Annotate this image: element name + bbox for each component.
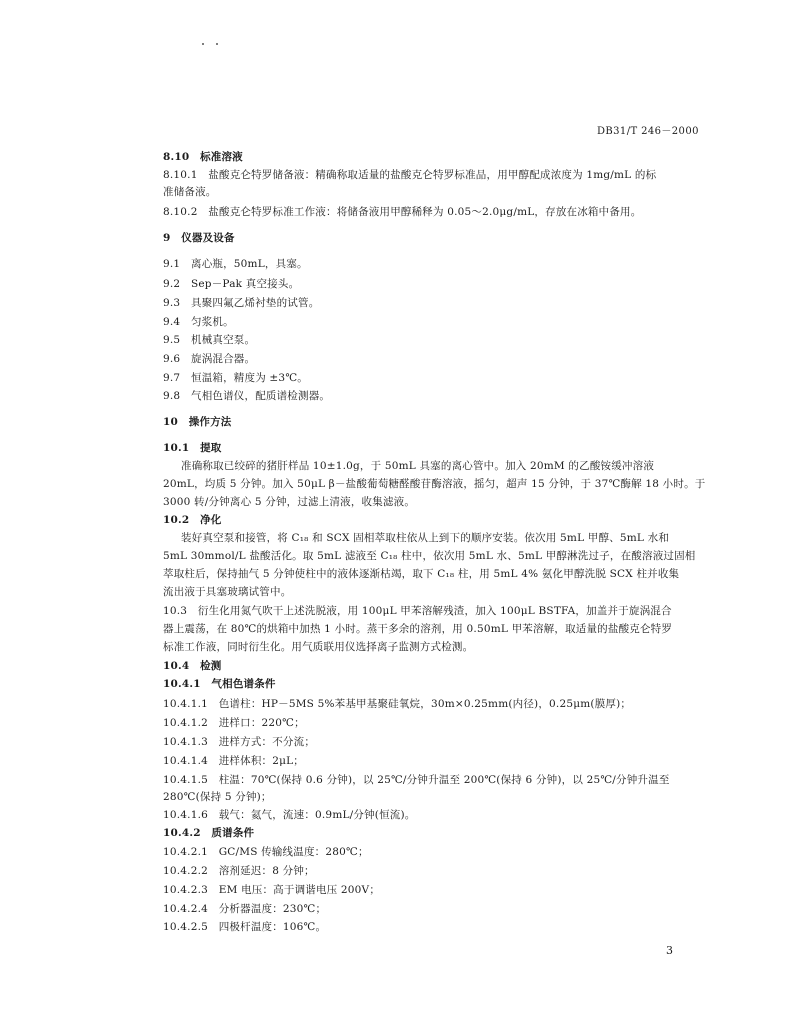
scan-speck (202, 43, 204, 45)
text-line: 装好真空泵和接管，将 C₁₈ 和 SCX 固相萃取柱依从上到下的顺序安装。依次用 5mL 甲醇、5mL 水和 (181, 532, 670, 544)
scan-speck (216, 43, 218, 45)
text-line: 3000 转/分钟离心 5 分钟，过滤上清液，收集滤液。 (163, 496, 416, 508)
text-line: 9.4 匀浆机。 (163, 316, 234, 328)
text-line: 20mL，均质 5 分钟。加入 50μL β－盐酸葡萄糖醛酸苷酶溶液，摇匀，超声 15 分钟，于 37℃酶解 18 小时。于 (163, 478, 706, 490)
text-line: 10.4.2.2 溶剂延迟：8 分钟； (163, 865, 315, 877)
text-line: 标准工作液，同时衍生化。用气质联用仪选择离子监测方式检测。 (163, 641, 474, 653)
section-heading: 9 仪器及设备 (163, 232, 235, 244)
text-line: 器上震荡，在 80℃的烘箱中加热 1 小时。蒸干多余的溶剂，用 0.50mL 甲苯溶解，取适量的盐酸克仑特罗 (163, 623, 673, 635)
text-line: 9.6 旋涡混合器。 (163, 353, 256, 365)
standard-code: DB31/T 246－2000 (597, 126, 699, 137)
text-line: 8.10.2 盐酸克仑特罗标准工作液：将储备液用甲醇稀释为 0.05～2.0μg/mL，存放在冰箱中备用。 (163, 206, 642, 218)
text-line: 9.3 具聚四氟乙烯衬垫的试管。 (163, 297, 320, 309)
text-line: 9.8 气相色谱仪，配质谱检测器。 (163, 390, 331, 402)
text-line: 10.4.1.3 进样方式：不分流； (163, 736, 316, 748)
text-line: 9.7 恒温箱，精度为 ±3℃。 (163, 372, 308, 384)
text-line: 10.4.1.5 柱温：70℃(保持 0.6 分钟)，以 25℃/分钟升温至 200℃(保持 6 分钟)，以 25℃/分钟升温至 (163, 774, 670, 786)
text-line: 10.4.1.6 载气：氦气，流速：0.9mL/分钟(恒流)。 (163, 809, 416, 821)
text-line: 9.5 机械真空泵。 (163, 334, 256, 346)
text-line: 10.4.1.2 进样口：220℃； (163, 717, 305, 729)
section-heading: 10 操作方法 (163, 416, 232, 428)
text-line: 准储备液。 (163, 186, 217, 198)
text-line: 9.2 Sep－Pak 真空接头。 (163, 278, 300, 290)
text-line: 10.4.2.4 分析器温度：230℃； (163, 903, 327, 915)
text-line: 10.4.2.3 EM 电压：高于调谐电压 200V； (163, 884, 381, 896)
section-heading: 10.2 净化 (163, 514, 222, 526)
text-line: 10.4.2.5 四极杆温度：106℃。 (163, 921, 327, 933)
text-line: 5mL 30mmol/L 盐酸活化。取 5mL 滤液至 C₁₈ 柱中，依次用 5mL 水、5mL 甲醇淋洗过子，在酸溶液过固相 (163, 550, 696, 562)
section-heading: 10.4.1 气相色谱条件 (163, 678, 276, 690)
text-line: 8.10.1 盐酸克仑特罗储备液：精确称取适量的盐酸克仑特罗标准品，用甲醇配成浓度为 1mg/mL 的标 (163, 169, 657, 181)
text-line: 10.3 衍生化用氮气吹干上述洗脱液，用 100μL 甲苯溶解残渣，加入 100μL BSTFA，加盖并于旋涡混合 (163, 605, 672, 617)
section-heading: 8.10 标准溶液 (163, 151, 243, 163)
section-heading: 10.4 检测 (163, 660, 222, 672)
text-line: 10.4.1.4 进样体积：2μL； (163, 755, 304, 767)
text-line: 9.1 离心瓶，50mL，具塞。 (163, 258, 308, 270)
text-line: 萃取柱后，保持抽气 5 分钟使柱中的液体逐渐枯竭，取下 C₁₈ 柱，用 5mL 4% 氨化甲醇洗脱 SCX 柱并收集 (163, 568, 680, 580)
text-line: 10.4.1.1 色谱柱：HP－5MS 5%苯基甲基聚硅氧烷，30m×0.25mm(内径)，0.25μm(膜厚)； (163, 698, 632, 710)
text-line: 280℃(保持 5 分钟)； (163, 791, 272, 803)
text-line: 流出液于具塞玻璃试管中。 (163, 586, 292, 598)
text-line: 准确称取已绞碎的猪肝样品 10±1.0g，于 50mL 具塞的离心管中。加入 20mM 的乙酸铵缓冲溶液 (181, 460, 655, 472)
text-line: 10.4.2.1 GC/MS 传输线温度：280℃； (163, 846, 369, 858)
section-heading: 10.4.2 质谱条件 (163, 827, 255, 839)
section-heading: 10.1 提取 (163, 442, 222, 454)
page-number: 3 (666, 944, 673, 957)
